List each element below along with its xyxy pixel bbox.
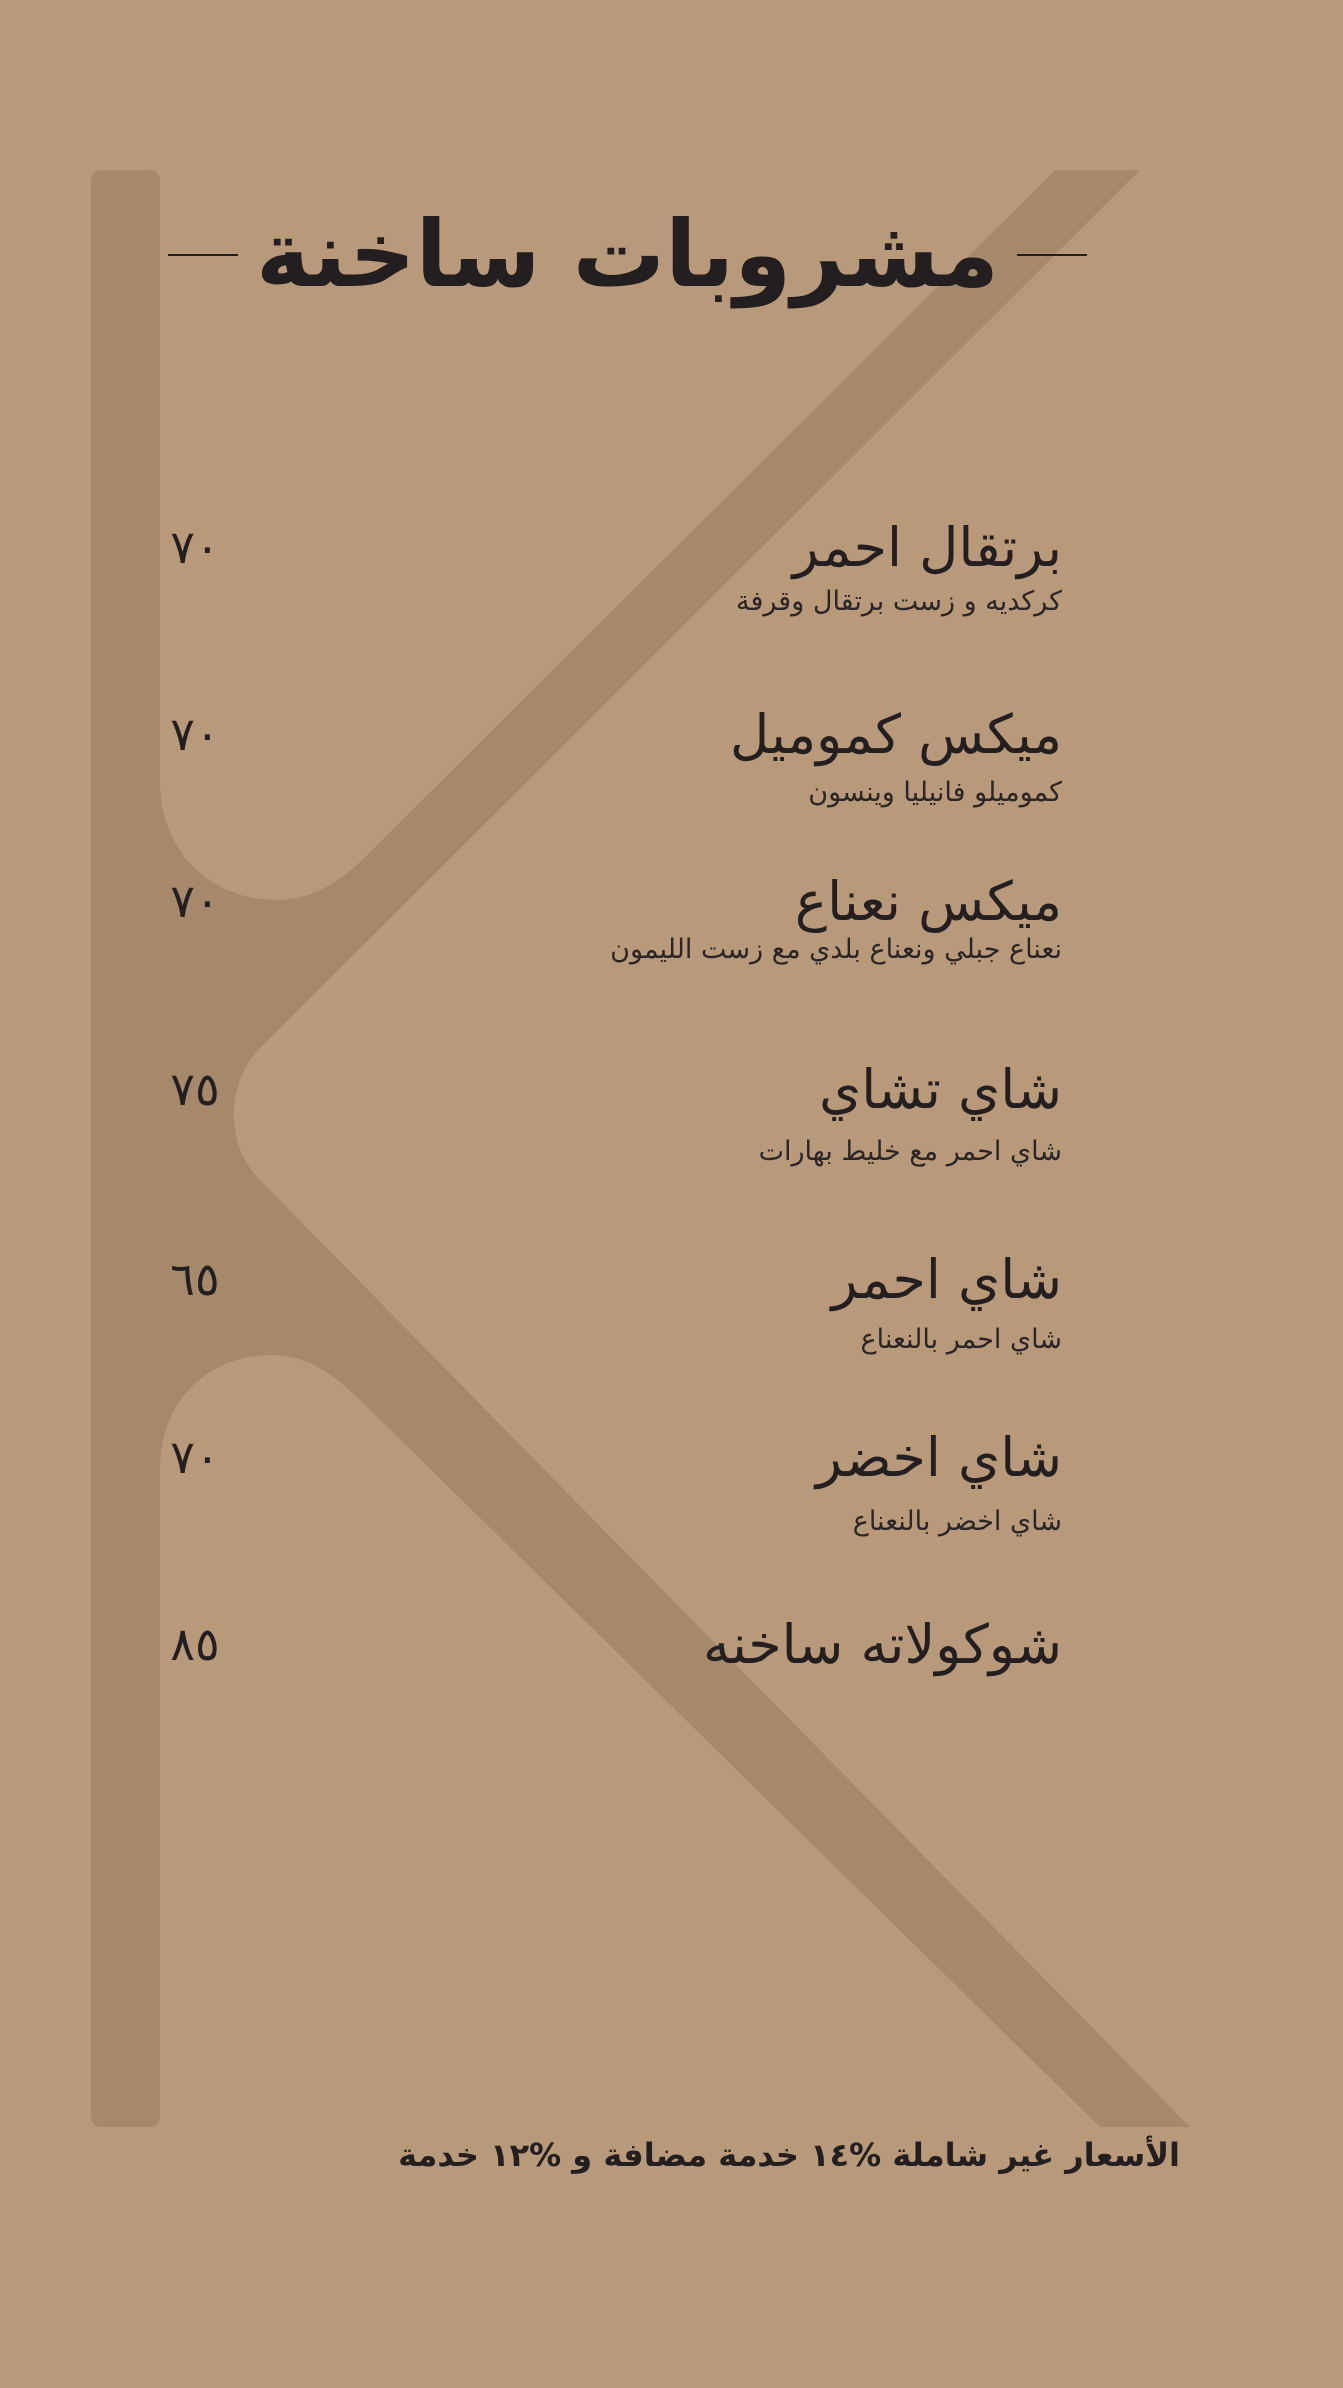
menu-item xyxy=(150,705,1062,825)
menu-item xyxy=(150,1615,1062,1735)
item-description: كركديه و زست برتقال وقرفة xyxy=(736,586,1062,617)
title-rule-right xyxy=(1017,254,1087,256)
menu-item xyxy=(150,1428,1062,1548)
menu-item xyxy=(150,1250,1062,1370)
item-price: ٧٠ xyxy=(170,520,220,574)
item-description: كموميلو فانيليا وينسون xyxy=(808,777,1062,808)
menu-item xyxy=(150,518,1062,638)
item-price: ٨٥ xyxy=(170,1617,220,1671)
item-description: نعناع جبلي ونعناع بلدي مع زست الليمون xyxy=(610,934,1062,965)
item-price: ٧٠ xyxy=(170,1430,220,1484)
item-description: شاي اخضر بالنعناع xyxy=(852,1506,1062,1537)
item-name: برتقال احمر xyxy=(792,516,1062,579)
item-name: شاي احمر xyxy=(831,1248,1062,1311)
menu-item xyxy=(150,1060,1062,1180)
item-price: ٦٥ xyxy=(170,1252,220,1306)
page-title: مشروبات ساخنة xyxy=(255,201,1000,308)
item-price: ٧٠ xyxy=(170,874,220,928)
item-description: شاي احمر بالنعناع xyxy=(860,1324,1062,1355)
item-description: شاي احمر مع خليط بهارات xyxy=(758,1136,1062,1167)
item-name: شاي تشاي xyxy=(818,1058,1062,1121)
item-name: شوكولاته ساخنه xyxy=(702,1613,1062,1676)
item-name: ميكس نعناع xyxy=(794,870,1062,933)
item-name: شاي اخضر xyxy=(815,1426,1062,1489)
item-name: ميكس كموميل xyxy=(730,703,1062,766)
price-note: الأسعار غير شاملة %١٤ خدمة مضافة و %١٢ خدمة xyxy=(398,2136,1180,2174)
item-price: ٧٥ xyxy=(170,1062,220,1116)
item-price: ٧٠ xyxy=(170,707,220,761)
title-rule-left xyxy=(168,254,238,256)
menu-item xyxy=(150,872,1062,992)
menu-header xyxy=(200,190,1055,320)
